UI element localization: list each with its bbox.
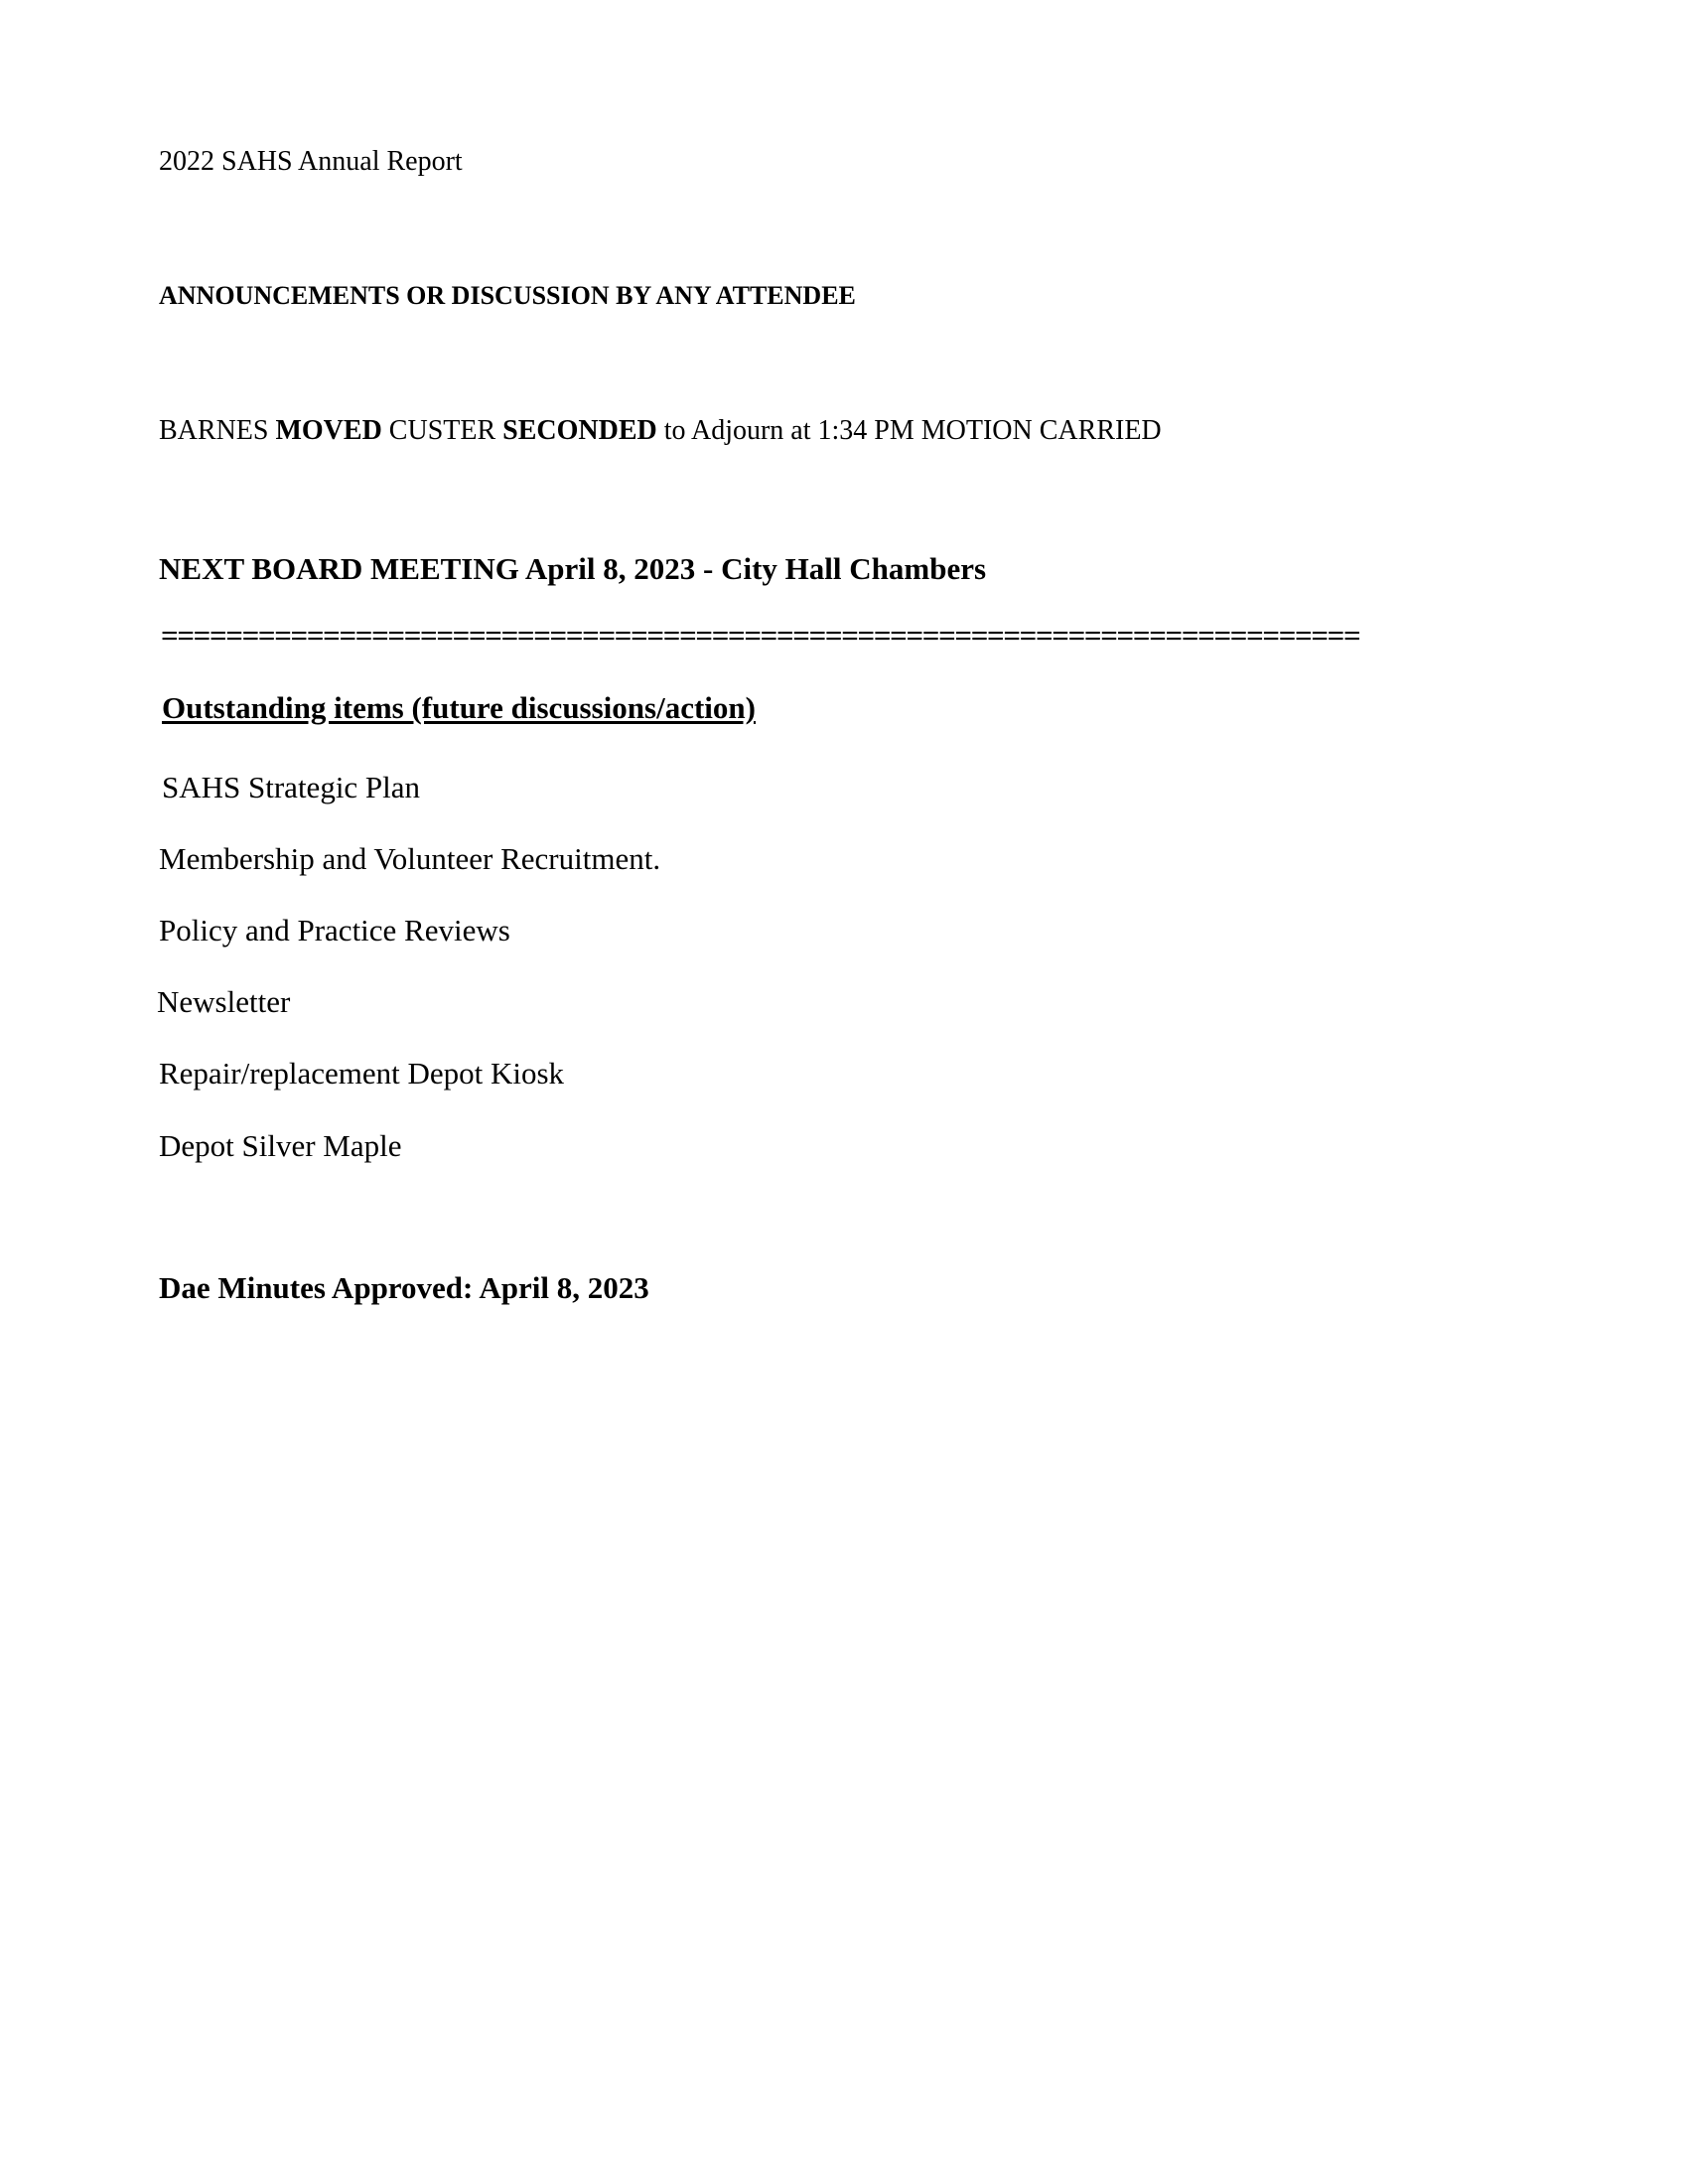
announcements-heading: ANNOUNCEMENTS OR DISCUSSION BY ANY ATTENDEE (159, 281, 856, 310)
outstanding-item: Repair/replacement Depot Kiosk (159, 1056, 565, 1091)
next-board-meeting: NEXT BOARD MEETING April 8, 2023 - City Hall Chambers (159, 551, 987, 586)
outstanding-item: Membership and Volunteer Recruitment. (159, 841, 661, 876)
outstanding-item: Policy and Practice Reviews (159, 913, 510, 947)
motion-seconded-label: SECONDED (502, 415, 657, 446)
outstanding-item: Newsletter (157, 984, 291, 1019)
outstanding-item: Depot Silver Maple (159, 1128, 402, 1163)
motion-mover: BARNES (159, 415, 269, 446)
motion-moved-label: MOVED (275, 415, 382, 446)
divider-rule: ========================================================================== (161, 618, 1360, 653)
motion-seconder: CUSTER (388, 415, 496, 446)
outstanding-item: SAHS Strategic Plan (162, 770, 421, 804)
outstanding-items-heading: Outstanding items (future discussions/action) (162, 690, 756, 725)
adjourn-motion (159, 417, 1162, 445)
report-header: 2022 SAHS Annual Report (159, 146, 463, 177)
minutes-approved-date: Dae Minutes Approved: April 8, 2023 (159, 1270, 649, 1305)
motion-text: to Adjourn at 1:34 PM MOTION CARRIED (663, 415, 1162, 446)
